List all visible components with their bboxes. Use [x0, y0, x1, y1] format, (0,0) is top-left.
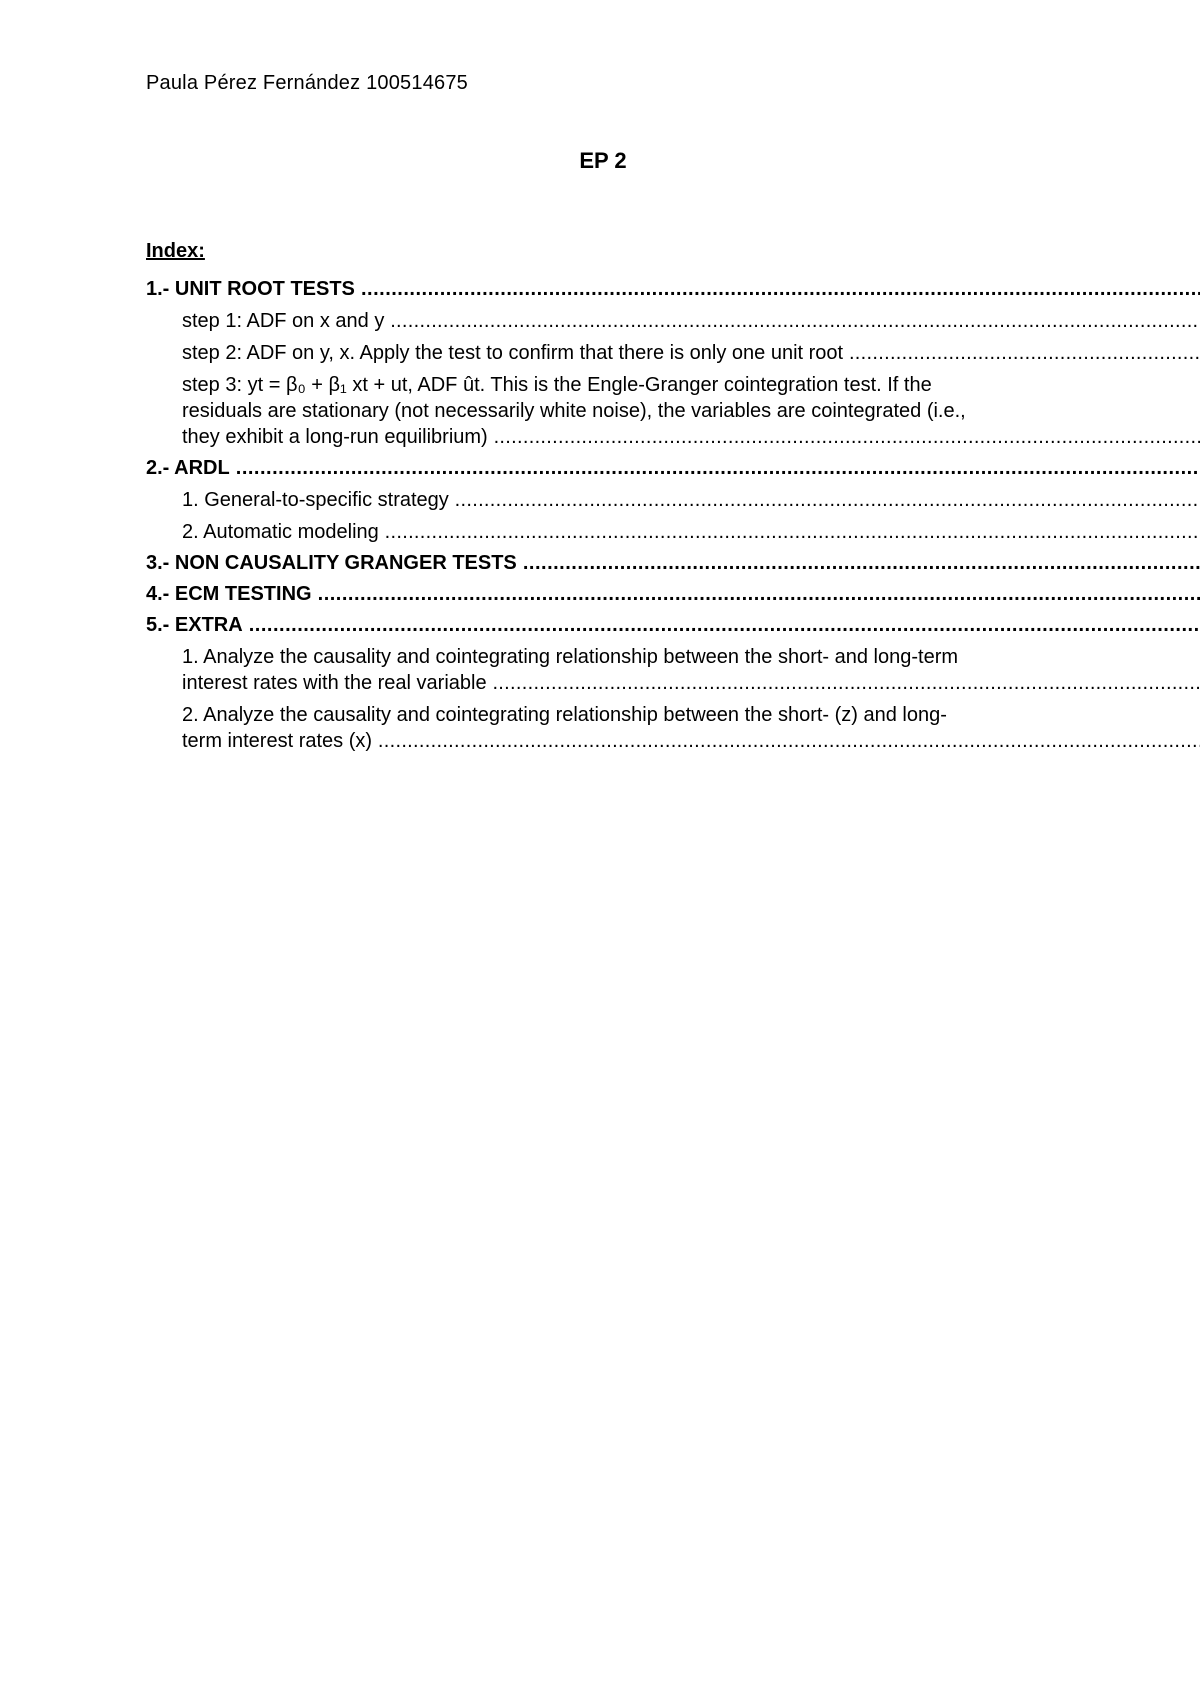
toc-entry-text: step 2: ADF on y, x. Apply the test to confirm that there is only one unit root .....	[182, 340, 1200, 366]
toc-item-step-1[interactable]	[146, 308, 1200, 334]
toc-entry-text: step 3: yt = β₀ + β₁ xt + ut, ADF ût. This is the Engle-Granger cointegration test. If the	[182, 374, 932, 396]
toc-entry-text: 2. Automatic modeling .....	[182, 519, 1200, 545]
toc-item-general-to-specific[interactable]	[146, 487, 1200, 513]
toc-item-extra-2[interactable]	[146, 702, 1200, 754]
toc-item-extra-1[interactable]	[146, 644, 1200, 696]
toc-entry-text: 1.- UNIT ROOT TESTS .....	[146, 276, 1200, 302]
toc-entry-text: term interest rates (x) .....	[182, 728, 1200, 754]
toc-section-ecm-testing[interactable]	[146, 581, 1200, 607]
toc-entry-text: 2.- ARDL .....	[146, 455, 1200, 481]
toc-entry-text: 2. Analyze the causality and cointegrating relationship between the short- (z) and long-	[182, 704, 947, 726]
toc-entry-text: interest rates with the real variable .....	[182, 670, 1200, 696]
toc-entry-text: 1. Analyze the causality and cointegrating relationship between the short- and long-term	[182, 646, 959, 668]
toc-section-extra[interactable]	[146, 612, 1200, 638]
document-title: EP 2	[579, 148, 627, 173]
author-line: Paula Pérez Fernández 100514675	[146, 72, 468, 94]
toc-entry-text: step 1: ADF on x and y .....	[182, 308, 1200, 334]
toc-entry-text: they exhibit a long-run equilibrium) .....	[182, 424, 1200, 450]
index-heading: Index:	[146, 240, 205, 262]
toc-entry-text: 3.- NON CAUSALITY GRANGER TESTS .....	[146, 550, 1200, 576]
toc-entry-text: 4.- ECM TESTING .....	[146, 581, 1200, 607]
toc-item-automatic-modeling[interactable]	[146, 519, 1200, 545]
table-of-contents	[146, 276, 1200, 754]
toc-section-unit-root-tests[interactable]	[146, 276, 1200, 302]
toc-entry-text: 1. General-to-specific strategy .....	[182, 487, 1200, 513]
toc-item-step-3[interactable]	[146, 372, 1200, 450]
toc-section-ardl[interactable]	[146, 455, 1200, 481]
toc-entry-text: residuals are stationary (not necessarily white noise), the variables are cointegrated (i.e.,	[182, 400, 966, 422]
toc-item-step-2[interactable]	[146, 340, 1200, 366]
toc-section-granger-tests[interactable]	[146, 550, 1200, 576]
toc-entry-text: 5.- EXTRA .....	[146, 612, 1200, 638]
